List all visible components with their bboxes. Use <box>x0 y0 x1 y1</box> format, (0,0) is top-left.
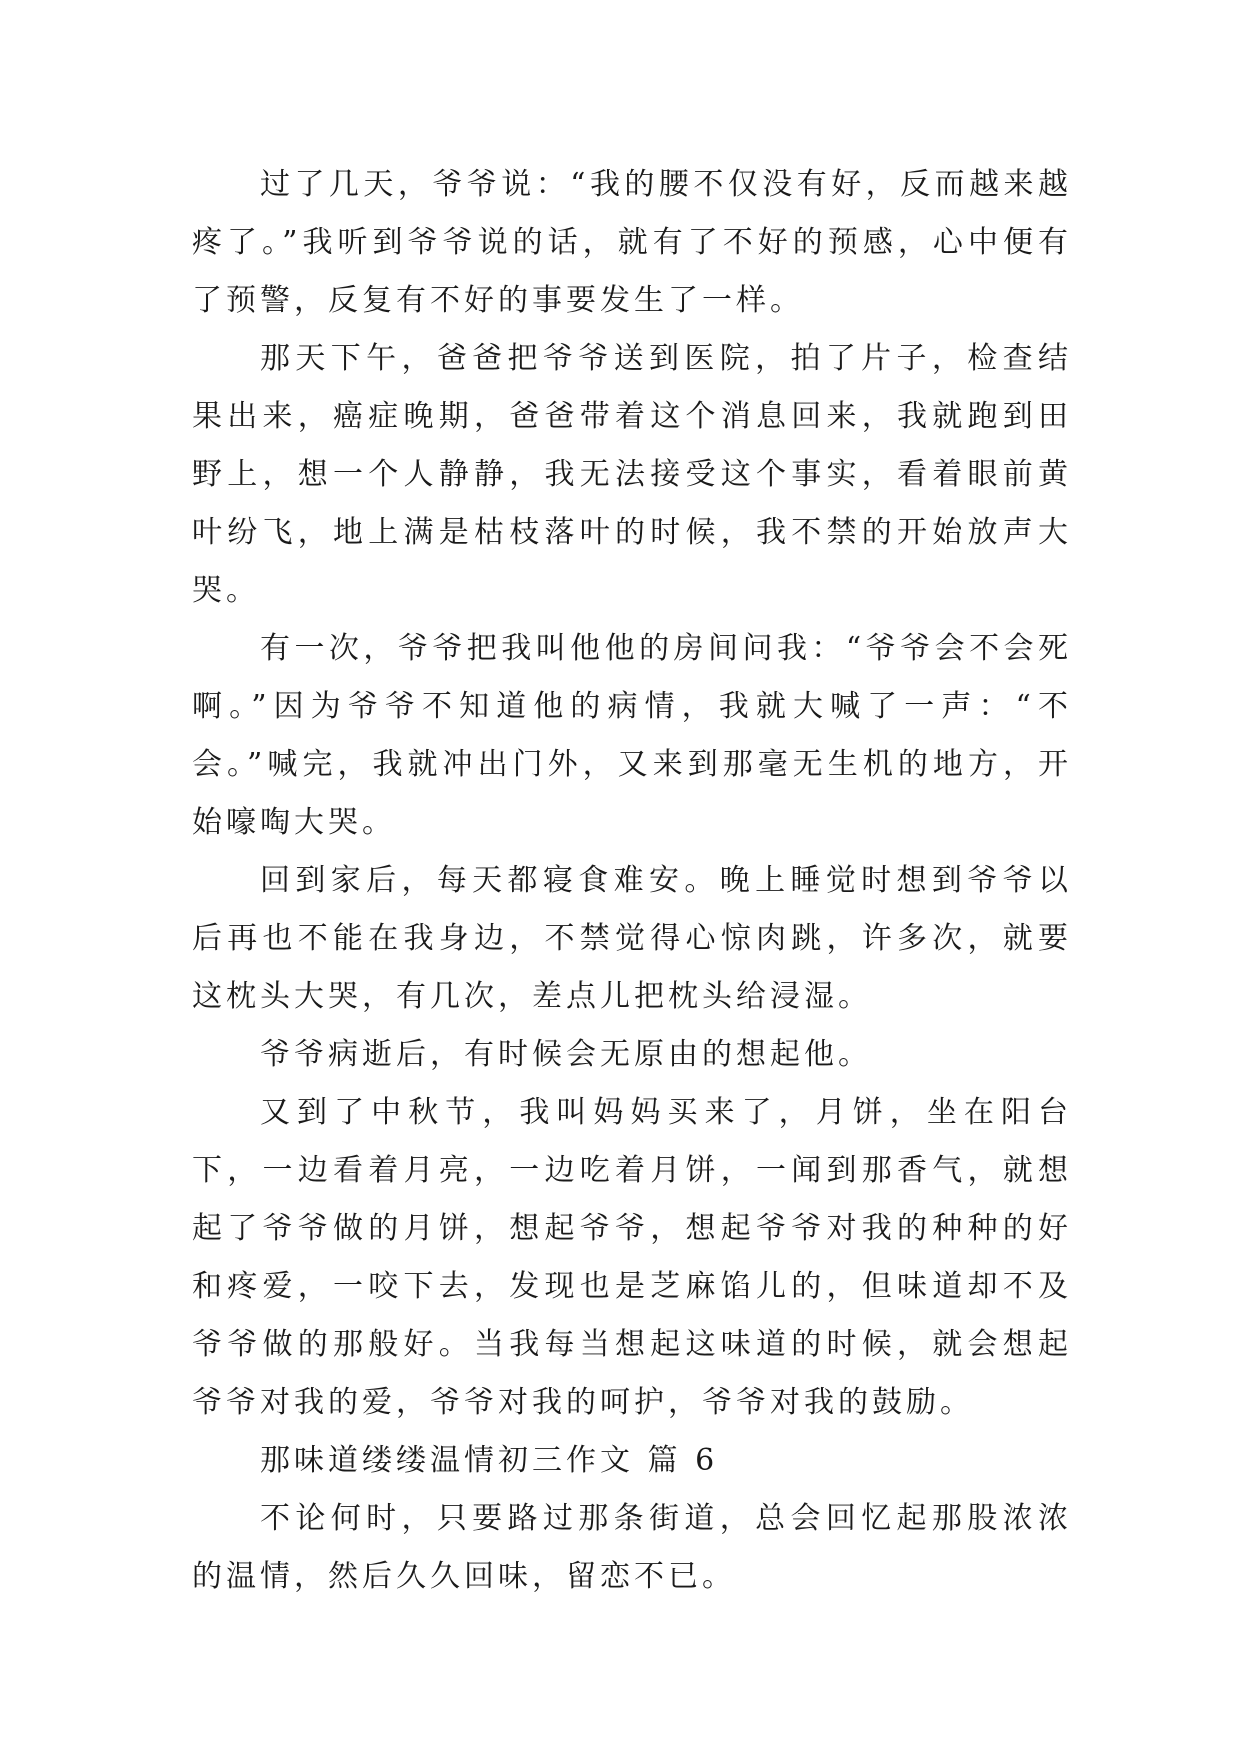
paragraph-3: 有一次，爷爷把我叫他他的房间问我：“爷爷会不会死啊。”因为爷爷不知道他的病情，我就大喊了一声：“不会。”喊完，我就冲出门外，又来到那毫无生机的地方，开始嚎啕大哭。 <box>192 631 1072 840</box>
paragraph-4: 回到家后，每天都寝食难安。晚上睡觉时想到爷爷以后再也不能在我身边，不禁觉得心惊肉跳，许多次，就要这枕头大哭，有几次，差点儿把枕头给浸湿。 <box>192 863 1072 1014</box>
closing-paragraph: 不论何时，只要路过那条街道，总会回忆起那股浓浓的温情，然后久久回味，留恋不已。 <box>192 1501 1072 1594</box>
paragraph-2: 那天下午，爸爸把爷爷送到医院，拍了片子，检查结果出来，癌症晚期，爸爸带着这个消息回来，我就跑到田野上，想一个人静静，我无法接受这个事实，看着眼前黄叶纷飞，地上满是枯枝落叶的时候，我不禁的开始放声大哭。 <box>192 341 1072 608</box>
paragraph-5: 爷爷病逝后，有时候会无原由的想起他。 <box>260 1037 872 1072</box>
section-heading: 那味道缕缕温情初三作文 篇 6 <box>260 1443 719 1478</box>
paragraph-1: 过了几天，爷爷说：“我的腰不仅没有好，反而越来越疼了。”我听到爷爷说的话，就有了不好的预感，心中便有了预警，反复有不好的事要发生了一样。 <box>192 167 1072 318</box>
paragraph-6: 又到了中秋节，我叫妈妈买来了，月饼，坐在阳台下，一边看着月亮，一边吃着月饼，一闻到那香气，就想起了爷爷做的月饼，想起爷爷，想起爷爷对我的种种的好和疼爱，一咬下去，发现也是芝麻馅儿的，但味道却不及爷爷做的那般好。当我每当想起这味道的时候，就会想起爷爷对我的爱，爷爷对我的呵护，爷爷对我的鼓励。 <box>192 1095 1072 1420</box>
document-body <box>192 156 1072 1606</box>
